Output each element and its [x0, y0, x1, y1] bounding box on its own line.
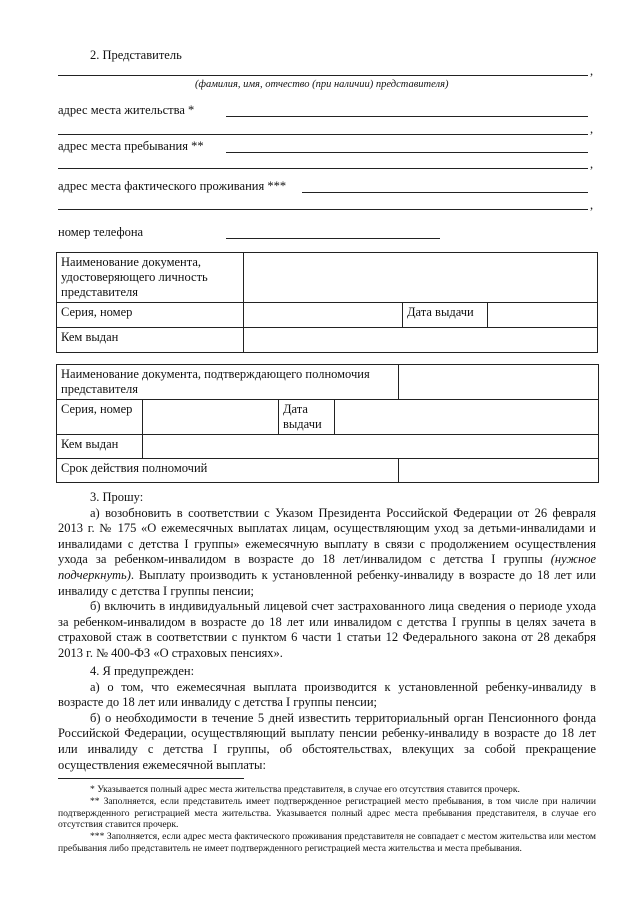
- identity-document-table: [56, 252, 598, 353]
- identity-issued-by-value[interactable]: [244, 328, 598, 353]
- section-3-item-a: [58, 506, 596, 600]
- section-2-title: 2. Представитель: [90, 48, 182, 62]
- section-4: [58, 664, 596, 773]
- authority-series-value[interactable]: [143, 400, 279, 435]
- residence-label: адрес места жительства *: [58, 103, 195, 117]
- authority-issue-date-value[interactable]: [335, 400, 599, 435]
- authority-issued-by-label: Кем выдан: [57, 435, 143, 459]
- representative-name-line[interactable]: [58, 75, 588, 76]
- actual-residence-label: адрес места фактического проживания ***: [58, 179, 287, 193]
- authority-doc-name-value[interactable]: [399, 365, 599, 400]
- item-a-main: а) возобновить в соответствии с Указом Президента Российской Федерации от 26 февраля 2013 г. № 175 «О ежемесячных выплатах лицам, осуществляющим уход за детьми-инвалидами и инвалидами с детства I группы» ежемесячную выплату в связи с продолжением осуществления ухода за ребенком-инвалидом в возрасте до 18 лет/инвалидом с детства I группы: [58, 505, 596, 567]
- comma: ,: [590, 157, 594, 171]
- authority-issued-by-value[interactable]: [143, 435, 599, 459]
- phone-line[interactable]: [226, 238, 440, 239]
- section-3-item-b: б) включить в индивидуальный лицевой счет застрахованного лица сведения о периоде ухода за ребенком-инвалидом в возрасте до 18 лет или инвалидом с детства I группы в целях зачета в страховой стаж в соответствии с пунктом 6 части 1 статьи 12 Федерального закона от 28 декабря 2013 г. № 400-ФЗ «О страховых пенсиях».: [58, 599, 596, 660]
- identity-issue-date-label: Дата выдачи: [403, 303, 488, 328]
- footnote-2: ** Заполняется, если представитель имеет подтвержденное регистрацией место пребывания, в том числе при наличии подтвержденного регистрацией места жительства. Указывается полный адрес места пребывания представителя, в случае его отсутствия ставится прочерк.: [58, 795, 596, 831]
- comma: ,: [590, 64, 594, 78]
- identity-doc-name-label: Наименование документа, удостоверяющего личность представителя: [57, 253, 244, 303]
- stay-label: адрес места пребывания **: [58, 139, 204, 153]
- authority-validity-label: Срок действия полномочий: [57, 459, 399, 483]
- item-a-tail: . Выплату производить к установленной ребенку-инвалиду в возрасте до 18 лет или инвалиду с детства I группы пенсии;: [58, 567, 596, 598]
- section-3: [58, 490, 596, 662]
- authority-series-label: Серия, номер: [57, 400, 143, 435]
- section-4-title: 4. Я предупрежден:: [90, 664, 195, 678]
- authority-doc-name-label: Наименование документа, подтверждающего полномочия представителя: [57, 365, 399, 400]
- section-3-title: 3. Прошу:: [90, 490, 144, 504]
- actual-residence-line-1[interactable]: [302, 192, 588, 193]
- actual-residence-line-2[interactable]: [58, 209, 588, 210]
- residence-line-1[interactable]: [226, 116, 588, 117]
- footnotes: [58, 784, 596, 855]
- authority-validity-value[interactable]: [399, 459, 599, 483]
- footnote-1: * Указывается полный адрес места жительства представителя, в случае его отсутствия ставится прочерк.: [90, 784, 520, 795]
- footnote-3: *** Заполняется, если адрес места фактического проживания представителя не совпадает с местом жительства или местом пребывания либо представитель не имеет подтвержденного регистрацией места жительства и места пребывания.: [58, 831, 596, 854]
- identity-series-value[interactable]: [244, 303, 403, 328]
- authority-issue-date-label: Дата выдачи: [279, 400, 335, 435]
- identity-series-label: Серия, номер: [57, 303, 244, 328]
- name-caption: (фамилия, имя, отчество (при наличии) представителя): [195, 79, 449, 90]
- identity-issue-date-value[interactable]: [488, 303, 598, 328]
- section-4-item-b: б) о необходимости в течение 5 дней известить территориальный орган Пенсионного фонда Российской Федерации, осуществляющий выплату пенсии ребенку-инвалиду в возрасте до 18 лет или инвалиду с детства I группы, об обстоятельствах, влекущих за собой прекращение осуществления ежемесячной выплаты:: [58, 710, 596, 772]
- section-4-item-a: а) о том, что ежемесячная выплата производится к установленной ребенку-инвалиду в возрасте до 18 лет или инвалиду с детства I группы пенсии;: [58, 679, 596, 710]
- identity-issued-by-label: Кем выдан: [57, 328, 244, 353]
- authority-document-table: [56, 364, 599, 483]
- item-a-note: (нужное подчеркнуть): [58, 552, 596, 582]
- stay-line-1[interactable]: [226, 152, 588, 153]
- comma: ,: [590, 198, 594, 212]
- residence-line-2[interactable]: [58, 134, 588, 135]
- footnote-separator: [58, 778, 244, 779]
- identity-doc-name-value[interactable]: [244, 253, 598, 303]
- phone-label: номер телефона: [58, 225, 144, 239]
- comma: ,: [590, 122, 594, 136]
- stay-line-2[interactable]: [58, 168, 588, 169]
